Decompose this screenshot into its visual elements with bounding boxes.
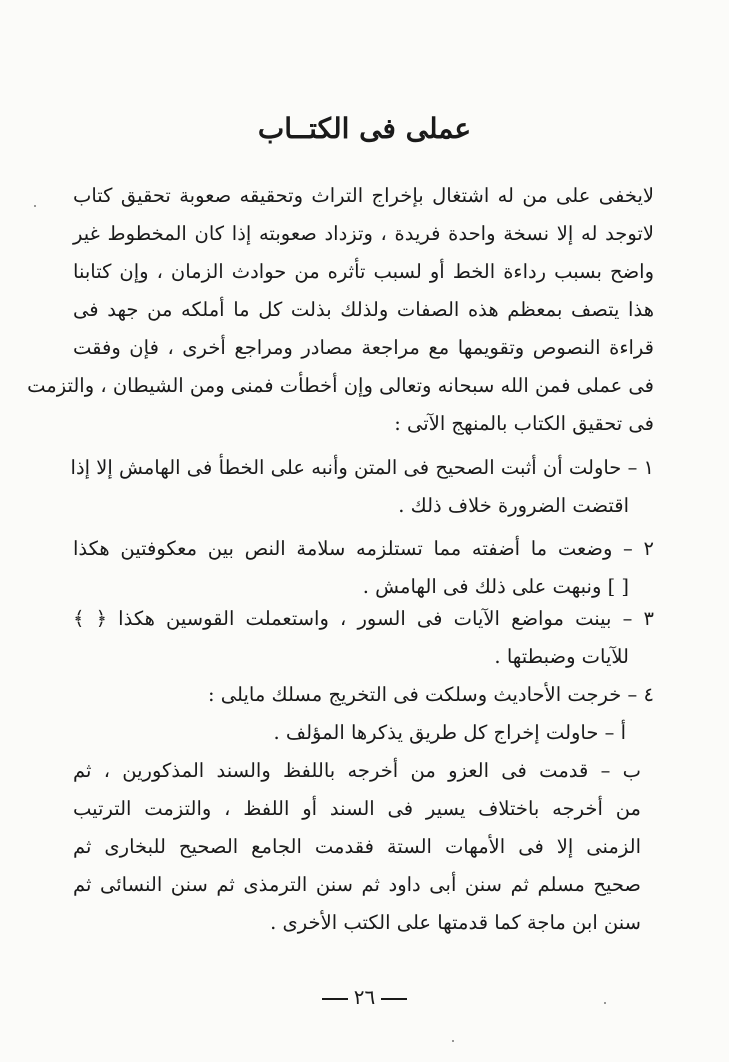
scan-speck bbox=[452, 1040, 454, 1042]
body-line: واضح بسبب رداءة الخط أو لسبب تأثره من حوادث الزمان ، وإن كتابنا bbox=[73, 260, 654, 283]
body-line: هذا يتصف بمعظم هذه الصفات ولذلك بذلت كل ما أملكه من جهد فى bbox=[73, 298, 654, 321]
page-number-value: ٢٦ bbox=[353, 985, 376, 1009]
sub-item-b-line: صحيح مسلم ثم سنن أبى داود ثم سنن الترمذى ثم سنن النسائى ثم bbox=[73, 873, 641, 896]
sub-item-b-line: سنن ابن ماجة كما قدمتها على الكتب الأخرى . bbox=[270, 911, 641, 934]
sub-item-b: ب – قدمت فى العزو من أخرجه باللفظ والسند المذكورين ، ثم bbox=[73, 759, 641, 782]
body-line: لاتوجد له إلا نسخة واحدة فريدة ، وتزداد صعوبته إذا كان المخطوط غير bbox=[73, 222, 654, 245]
sub-item-b-line: من أخرجه باختلاف يسير فى السند أو اللفظ ، والتزمت الترتيب bbox=[73, 797, 641, 820]
sub-item-a: أ – حاولت إخراج كل طريق يذكرها المؤلف . bbox=[273, 721, 626, 744]
body-line: لايخفى على من له اشتغال بإخراج التراث وتحقيقه صعوبة تحقيق كتاب bbox=[73, 184, 654, 207]
sub-item-b-line: الزمنى إلا فى الأمهات الستة فقدمت الجامع الصحيح للبخارى ثم bbox=[73, 835, 641, 858]
footer-dash-left bbox=[381, 998, 407, 1000]
list-item-1-cont: اقتضت الضرورة خلاف ذلك . bbox=[398, 494, 629, 517]
page-number bbox=[0, 985, 729, 1009]
body-line: فى عملى فمن الله سبحانه وتعالى وإن أخطأت فمنى ومن الشيطان ، والتزمت bbox=[27, 374, 654, 397]
list-item-3-cont: للآيات وضبطتها . bbox=[494, 645, 629, 668]
list-item-2-cont: [ ] ونبهت على ذلك فى الهامش . bbox=[362, 575, 629, 598]
scan-speck bbox=[604, 1002, 606, 1004]
list-item-4: ٤ – خرجت الأحاديث وسلكت فى التخريج مسلك مايلى : bbox=[208, 683, 654, 706]
footer-dash-right bbox=[322, 998, 348, 1000]
list-item-2: ٢ – وضعت ما أضفته مما تستلزمه سلامة النص بين معكوفتين هكذا bbox=[73, 537, 654, 560]
page-title: عملى فى الكتــاب bbox=[257, 112, 472, 145]
list-item-3: ٣ – بينت مواضع الآيات فى السور ، واستعملت القوسين هكذا ﴿ ﴾ bbox=[73, 607, 654, 630]
body-line: قراءة النصوص وتقويمها مع مراجعة مصادر ومراجع أخرى ، فإن وفقت bbox=[73, 336, 654, 359]
body-line: فى تحقيق الكتاب بالمنهج الآتى : bbox=[394, 412, 654, 435]
scan-speck bbox=[34, 205, 36, 207]
list-item-1: ١ – حاولت أن أثبت الصحيح فى المتن وأنبه على الخطأ فى الهامش إلا إذا bbox=[70, 456, 654, 479]
